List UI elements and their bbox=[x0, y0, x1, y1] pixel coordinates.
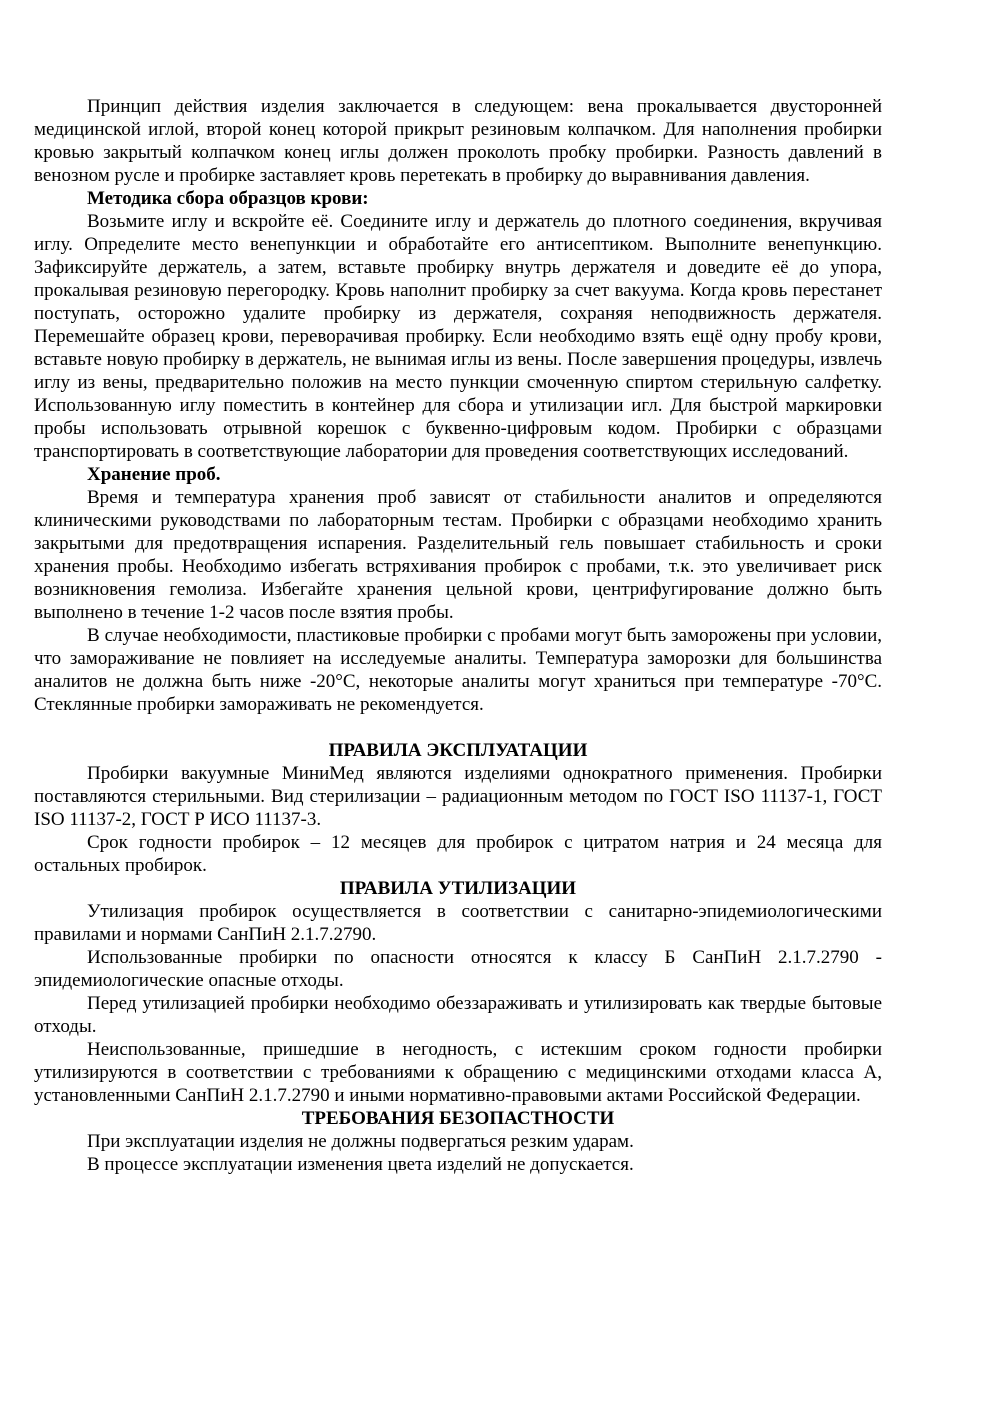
operation-rules-title: ПРАВИЛА ЭКСПЛУАТАЦИИ bbox=[328, 740, 588, 761]
disposal-rules-title: ПРАВИЛА УТИЛИЗАЦИИ bbox=[339, 878, 577, 899]
safety-paragraph-1: При эксплуатации изделия не должны подвергаться резким ударам. bbox=[87, 1131, 634, 1152]
method-paragraph: Возьмите иглу и вскройте её. Соедините иглу и держатель до плотного соединения, вкручивая иглу. Определите место венепункции и обработайте его антисептиком. Выполните венепункцию. Зафиксируйте держатель, а затем, вставьте пробирку внутрь держателя и доведите её до упора, прокалывая резиновую перегородку. Кровь наполнит пробирку за счет вакуума. Когда кровь перестанет поступать, осторожно удалите пробирку из держателя, сохраняя неподвижность держателя. Перемешайте образец крови, переворачивая пробирку. Если необходимо взять ещё одну пробу крови, вставьте новую пробирку в держатель, не вынимая иглы из вены. После завершения процедуры, извлечь иглу из вены, предварительно положив на место пункции смоченную спиртом стерильную салфетку. Использованную иглу поместить в контейнер для сбора и утилизации игл. Для быстрой маркировки пробы использовать отрывной корешок с буквенно-цифровым кодом. Пробирки с образцами транспортировать в соответствующие лаборатории для проведения соответствующих исследований. bbox=[34, 211, 882, 462]
operation-paragraph-2: Срок годности пробирок – 12 месяцев для пробирок с цитратом натрия и 24 месяца для остальных пробирок. bbox=[34, 832, 882, 876]
intro-paragraph: Принцип действия изделия заключается в следующем: вена прокалывается двусторонней медицинской иглой, второй конец которой прикрыт резиновым колпачком. Для наполнения пробирки кровью закрытый колпачком конец иглы должен проколоть пробку пробирки. Разность давлений в венозном русле и пробирке заставляет кровь перетекать в пробирку до выравнивания давления. bbox=[34, 96, 882, 186]
operation-paragraph-1: Пробирки вакуумные МиниМед являются изделиями однократного применения. Пробирки поставляются стерильными. Вид стерилизации – радиационным методом по ГОСТ ISO 11137-1, ГОСТ ISO 11137-2, ГОСТ Р ИСО 11137-3. bbox=[34, 763, 882, 830]
disposal-paragraph-1: Утилизация пробирок осуществляется в соответствии с санитарно-эпидемиологическими правилами и нормами СанПиН 2.1.7.2790. bbox=[34, 901, 882, 945]
safety-paragraph-2: В процессе эксплуатации изменения цвета изделий не допускается. bbox=[87, 1154, 634, 1175]
method-heading: Методика сбора образцов крови: bbox=[87, 188, 369, 209]
disposal-paragraph-4: Неиспользованные, пришедшие в негодность, с истекшим сроком годности пробирки утилизируются в соответствии с требованиями к обращению с медицинскими отходами класса А, установленными СанПиН 2.1.7.2790 и иными нормативно-правовыми актами Российской Федерации. bbox=[34, 1039, 882, 1106]
storage-paragraph: Время и температура хранения проб зависят от стабильности аналитов и определяются клиническими руководствами по лабораторным тестам. Пробирки с образцами необходимо хранить закрытыми для предотвращения испарения. Разделительный гель повышает стабильность и сроки хранения пробы. Необходимо избегать встряхивания пробирок с пробами, т.к. это увеличивает риск возникновения гемолиза. Избегайте хранения цельной крови, центрифугирование должно быть выполнено в течение 1-2 часов после взятия пробы. bbox=[34, 487, 882, 623]
disposal-paragraph-3: Перед утилизацией пробирки необходимо обеззараживать и утилизировать как твердые бытовые отходы. bbox=[34, 993, 882, 1037]
disposal-paragraph-2: Использованные пробирки по опасности относятся к классу Б СанПиН 2.1.7.2790 - эпидемиологические опасные отходы. bbox=[34, 947, 882, 991]
safety-requirements-title: ТРЕБОВАНИЯ БЕЗОПАСТНОСТИ bbox=[301, 1108, 615, 1129]
freezing-paragraph: В случае необходимости, пластиковые пробирки с пробами могут быть заморожены при условии, что замораживание не повлияет на исследуемые аналиты. Температура заморозки для большинства аналитов не должна быть ниже -20°С, некоторые аналиты могут храниться при температуре -70°С. Стеклянные пробирки замораживать не рекомендуется. bbox=[34, 625, 882, 715]
storage-heading: Хранение проб. bbox=[87, 464, 221, 485]
